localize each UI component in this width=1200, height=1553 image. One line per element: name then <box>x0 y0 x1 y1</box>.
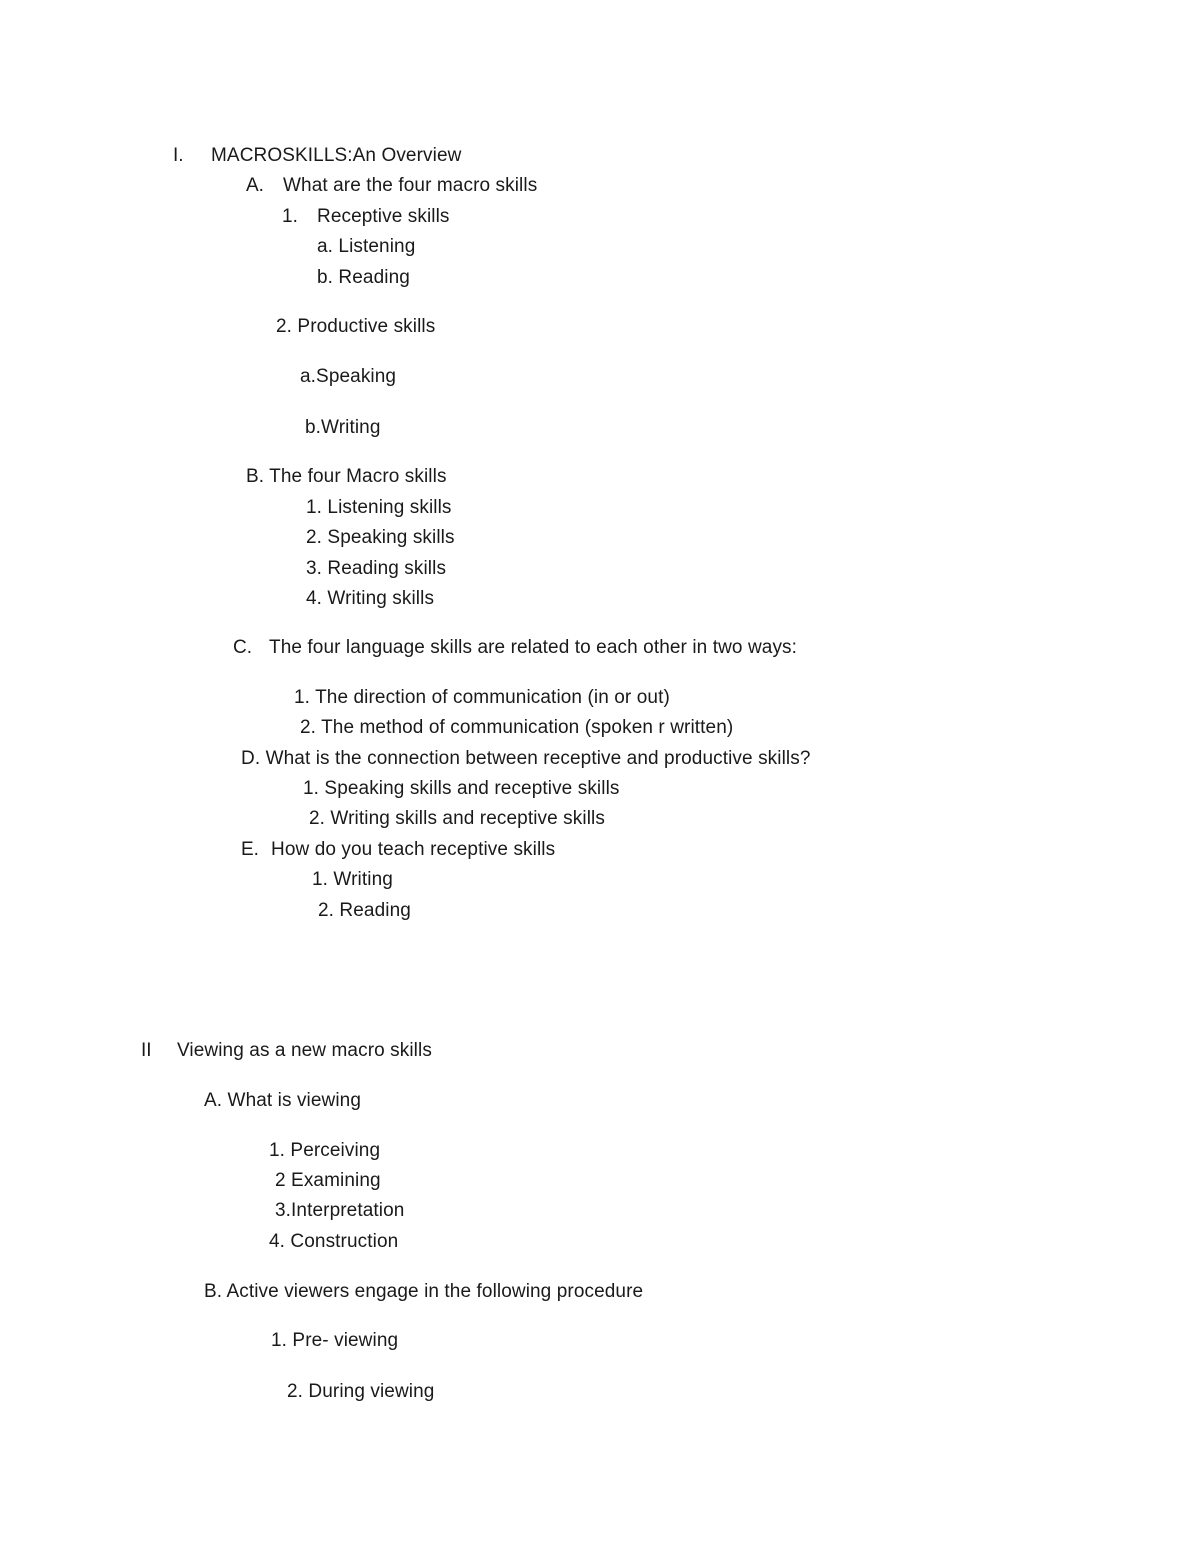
subsection-c-marker: C. <box>233 637 252 658</box>
subsection-b-item-1: 1. Listening skills <box>306 497 452 518</box>
section-2-subsection-b-text: B. Active viewers engage in the following procedure <box>204 1281 644 1302</box>
subsection-a-marker: A. <box>246 175 264 196</box>
section-2-title: Viewing as a new macro skills <box>177 1040 432 1061</box>
item-1a: a. Listening <box>317 236 416 257</box>
item-1b: b. Reading <box>317 267 410 288</box>
item-2: 2. Productive skills <box>276 316 436 337</box>
subsection-e-item-2: 2. Reading <box>318 900 411 921</box>
section-2-subsection-a-text: A. What is viewing <box>204 1090 362 1111</box>
subsection-d-item-1: 1. Speaking skills and receptive skills <box>303 778 620 799</box>
section-2-a-item-2: 2 Examining <box>275 1170 381 1191</box>
item-2a: a.Speaking <box>300 366 397 387</box>
section-2-a-item-4: 4. Construction <box>269 1231 399 1252</box>
subsection-b-text: B. The four Macro skills <box>246 466 447 487</box>
item-1-text: Receptive skills <box>317 206 450 227</box>
section-2-marker: II <box>141 1040 152 1061</box>
section-1-title: MACROSKILLS:An Overview <box>211 145 462 166</box>
item-1-marker: 1. <box>282 206 298 227</box>
subsection-b-item-3: 3. Reading skills <box>306 558 447 579</box>
item-2b: b.Writing <box>305 417 381 438</box>
section-2-a-item-1: 1. Perceiving <box>269 1140 381 1161</box>
subsection-d-item-2: 2. Writing skills and receptive skills <box>309 808 605 829</box>
subsection-d-text: D. What is the connection between receptive and productive skills? <box>241 748 811 769</box>
section-2-a-item-3: 3.Interpretation <box>275 1200 405 1221</box>
subsection-c-item-1: 1. The direction of communication (in or out) <box>294 687 670 708</box>
subsection-c-text: The four language skills are related to each other in two ways: <box>269 637 798 658</box>
subsection-e-item-1: 1. Writing <box>312 869 393 890</box>
subsection-b-item-2: 2. Speaking skills <box>306 527 455 548</box>
subsection-b-item-4: 4. Writing skills <box>306 588 435 609</box>
subsection-c-item-2: 2. The method of communication (spoken r written) <box>300 717 734 738</box>
subsection-a-text: What are the four macro skills <box>283 175 538 196</box>
section-2-b-item-2: 2. During viewing <box>287 1381 435 1402</box>
subsection-e-marker: E. <box>241 839 259 860</box>
section-2-b-item-1: 1. Pre- viewing <box>271 1330 399 1351</box>
subsection-e-text: How do you teach receptive skills <box>271 839 556 860</box>
section-1-marker: I. <box>173 145 184 166</box>
